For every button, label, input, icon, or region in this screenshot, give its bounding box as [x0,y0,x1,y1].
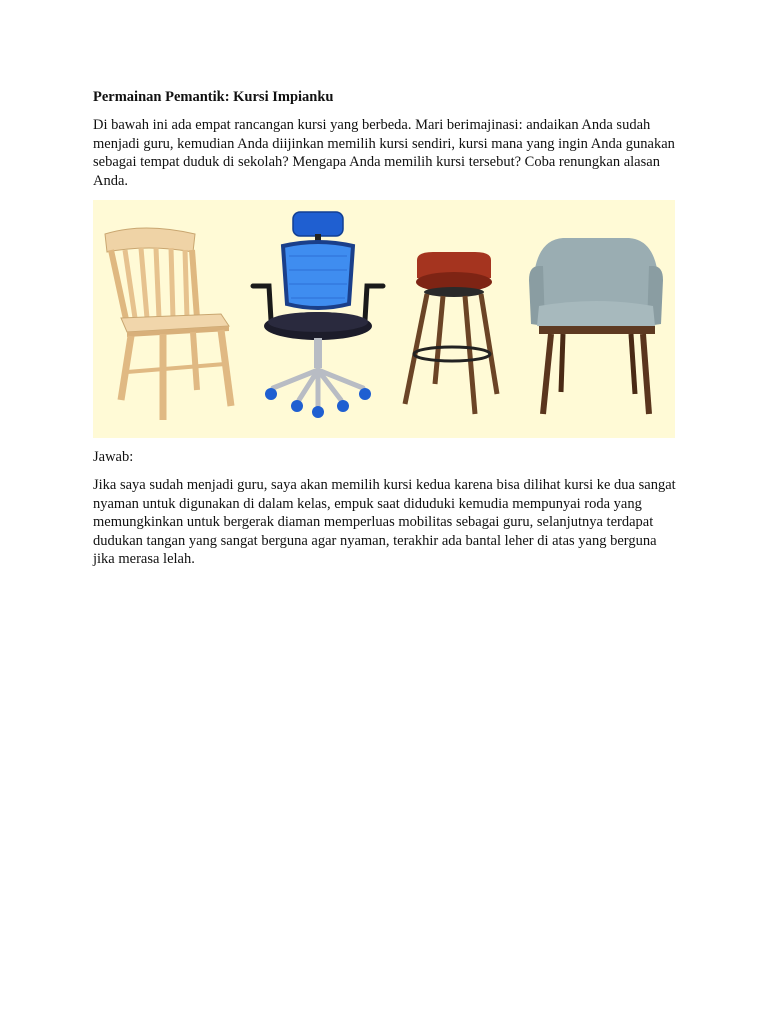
document-content [93,88,677,569]
document-title: Permainan Pemantik: Kursi Impianku [93,89,334,105]
wooden-chair-icon [105,228,231,420]
answer-paragraph: Jika saya sudah menjadi guru, saya akan memilih kursi kedua karena bisa dilihat kursi ke dua sangat nyaman untuk digunakan di dalam kelas, empuk saat diduduki kemudia mempunyai roda yang memungkinkan untuk bergerak diaman memperluas mobilitas sebagai guru, selanjutnya terdapat dudukan tangan yang sangat berguna agar nyaman, terakhir ada bantal leher di atas yang berguna jika merasa lelah. [93,477,676,567]
office-chair-icon [253,212,383,418]
chairs-figure [93,200,675,438]
armchair-icon [529,238,663,414]
chairs-illustration [93,200,675,438]
answer-label: Jawab: [93,449,134,465]
bar-stool-icon [405,252,497,414]
intro-paragraph: Di bawah ini ada empat rancangan kursi yang berbeda. Mari berimajinasi: andaikan Anda sudah menjadi guru, kemudian Anda diijinkan memilih kursi sendiri, kursi mana yang ingin Anda gunakan sebagai tempat duduk di sekolah? Mengapa Anda memilih kursi tersebut? Coba renungkan alasan Anda. [93,117,675,189]
